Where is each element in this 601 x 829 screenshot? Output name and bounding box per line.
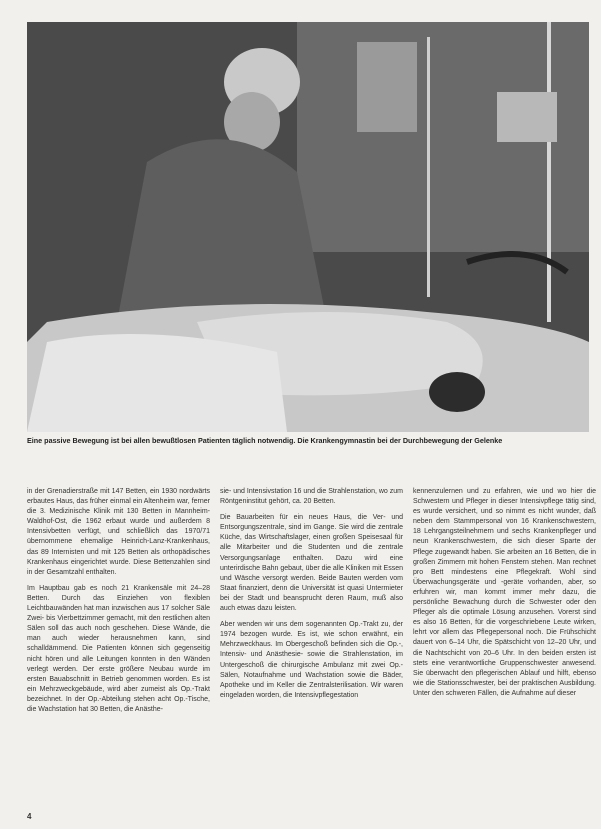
photo-caption: Eine passive Bewegung ist bei allen bewußtlosen Patienten täglich notwendig. Die Krankengymnastin bei der Durchbewegung der Gelenke [27, 436, 503, 445]
text-column-2 [220, 487, 403, 807]
page-number: 4 [27, 812, 32, 821]
text-column-3 [413, 487, 596, 807]
paragraph: Die Bauarbeiten für ein neues Haus, die Ver- und Entsorgungszentrale, sind im Gange. Sie wird die zentrale Küche, das Wirtschaftslager, einen großen Speisesaal für alle Mitarbeiter und die Studenten und die zentrale Versorgungsanlage enthalten. Dazu wird eine unterirdische Bahn gebaut, über die alle Kliniken mit Essen und Wäsche versorgt werden. Beide Bauten werden vom Staat finanziert, denn die Universität ist quasi Untermieter bei der Stadt und beansprucht deren Raum, muß also auch etwas dazu leisten. [220, 514, 403, 613]
photo-illustration [27, 22, 589, 432]
paragraph: Aber wenden wir uns dem sogenannten Op.-Trakt zu, der 1974 bezogen wurde. Es ist, wie schon erwähnt, ein Mehrzweckhaus. Im Obergeschoß befinden sich die Op.-, Intensiv- und Anästhesie- sowie die Strahlenstation, im Untergeschoß die chirurgische Ambulanz mit zwei Op.-Sälen, Notaufnahme und Wachstation sowie die Bäder, Apotheke und im Keller die Zentralsterilisation. Wir waren eingeladen worden, die Intensivpflegestation [220, 621, 403, 699]
paragraph: kennenzulernen und zu erfahren, wie und wo hier die Schwestern und Pfleger in dieser Intensivpflege tätig sind, es wurde versichert, und so nimmt es nicht wunder, daß neben dem Stammpersonal von 16 Krankenschwestern, 18 Lehrgangsteilnehmern und sechs Krankenpfleger und neun Krankenschwestern, die sich dieser Sparte der Pflege zugewandt haben. Sie arbeiten an 16 Betten, die in großen Zimmern mit hohen Fenstern stehen. Man rechnet pro Bett mindestens eine Pflegekraft. Wohl sind Überwachungsgeräte und -geräte vorhanden, aber, so erfuhren wir, man kommt immer mehr dazu, die persönliche Bewachung durch die Schwester oder den Pfleger als die optimale Lösung anzusehen. Vorerst sind es also 16 Betten, für die vorgeschriebene Leute wirken, lehrt vor allem das Pflegepersonal noch. Die Frühschicht dauert von 6–14 Uhr, die Spätschicht von 12–20 Uhr, und die Nachtschicht von 20–6 Uhr. In den beiden ersten ist stets eine verantwortliche Gruppenschwester anwesend. Sie überwacht den pflegerischen Ablauf und hilft, ebenso wie die Stationsschwester, bei der praktischen Ausbildung. Unter den schweren Fällen, die Aufnahme auf dieser [413, 488, 596, 697]
text-column-1 [27, 487, 210, 807]
paragraph: in der Grenadierstraße mit 147 Betten, ein 1930 nordwärts erbautes Haus, das früher einmal ein Altenheim war, ferner die 3. Medizinische Klinik mit 130 Betten in Mannheim-Waldhof-Ost, die 1962 erbaut wurde und außerdem 8 Intensivbetten verfügt, und schließlich das 1970/71 übernommene ehemalige Heinrich-Lanz-Krankenhaus, das 89 Internisten und mit 125 Betten als orthopädisches Krankenhaus eingerichtet wurde. Diese Bettenzahlen sind in der Gesamtzahl enthalten. [27, 488, 210, 576]
paragraph: Im Hauptbau gab es noch 21 Krankensäle mit 24–28 Betten. Durch das Einziehen von flexiblen Leichtbauwänden hat man inzwischen aus 17 solcher Säle Zwei- bis Vierbettzimmer gemacht, mit den restlichen alten Sälen soll das auch noch geschehen. Diese Wände, die man auch wieder herausnehmen kann, sind schalldämmend. Die Patienten können sich gegenseitig nicht hören und alle Leitungen konnten in den Wänden verlegt werden. Der erste größere Neubau wurde im ersten Bauabschnitt in Betrieb genommen worden. Es ist ein Mehrzweckgebäude, wird aber zumeist als Op.-Trakt bezeichnet. In der Op.-Abteilung stehen acht Op.-Tische, die Wachstation hat 30 Betten, die Anästhe- [27, 584, 210, 713]
hospital-photo [27, 22, 589, 432]
paragraph: sie- und Intensivstation 16 und die Strahlenstation, wo zum Röntgeninstitut gehört, ca. 20 Betten. [220, 488, 403, 506]
article-body [27, 487, 597, 807]
